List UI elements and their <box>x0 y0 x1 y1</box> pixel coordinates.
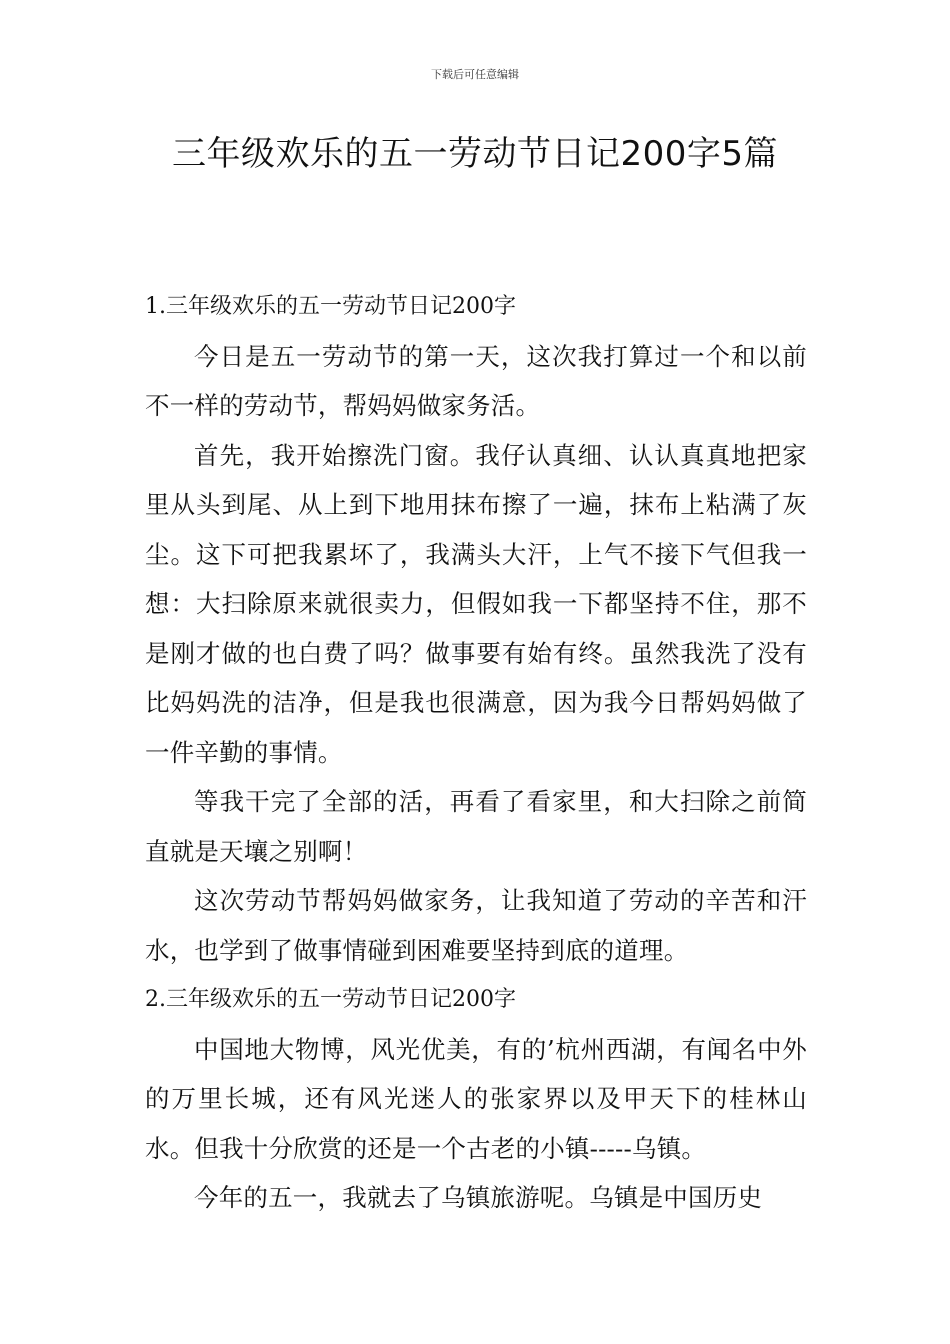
document-body <box>145 282 807 1223</box>
paragraph: 今年的五一，我就去了乌镇旅游呢。乌镇是中国历史 <box>194 1183 763 1212</box>
page-title: 三年级欢乐的五一劳动节日记200字5篇 <box>171 134 779 174</box>
paragraph: 等我干完了全部的活，再看了看家里，和大扫除之前简直就是天壤之别啊！ <box>145 787 807 866</box>
header-note: 下载后可任意编辑 <box>431 68 519 81</box>
section-heading: 2.三年级欢乐的五一劳动节日记200字 <box>145 987 516 1012</box>
paragraph: 今日是五一劳动节的第一天，这次我打算过一个和以前不一样的劳动节，帮妈妈做家务活。 <box>145 341 807 420</box>
paragraph: 中国地大物博，风光优美，有的’杭州西湖，有闻名中外的万里长城，还有风光迷人的张家界以及甲天下的桂林山水。但我十分欣赏的还是一个古老的小镇-----乌镇。 <box>145 1034 807 1163</box>
paragraph: 首先，我开始擦洗门窗。我仔认真细、认认真真地把家里从头到尾、从上到下地用抹布擦了一遍，抹布上粘满了灰尘。这下可把我累坏了，我满头大汗，上气不接下气但我一想：大扫除原来就很卖力，但假如我一下都坚持不住，那不是刚才做的也白费了吗？做事要有始有终。虽然我洗了没有比妈妈洗的洁净，但是我也很满意，因为我今日帮妈妈做了一件辛勤的事情。 <box>145 440 807 767</box>
paragraph: 这次劳动节帮妈妈做家务，让我知道了劳动的辛苦和汗水，也学到了做事情碰到困难要坚持到底的道理。 <box>145 886 807 965</box>
section-heading: 1.三年级欢乐的五一劳动节日记200字 <box>145 294 516 319</box>
